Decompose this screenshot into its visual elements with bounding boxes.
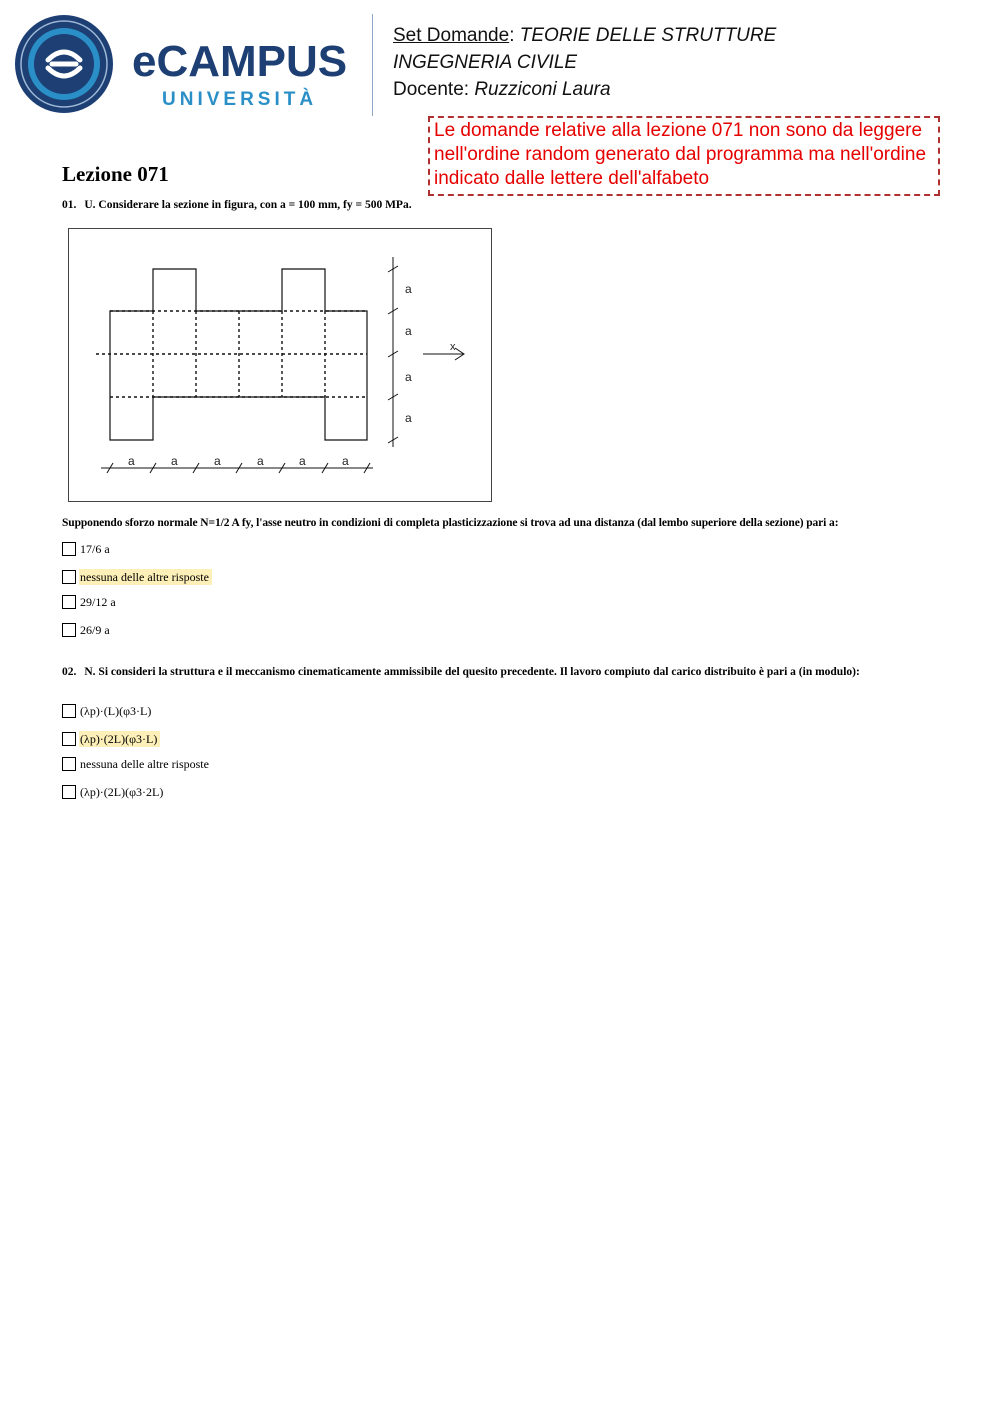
docente-value: Ruzziconi Laura: [474, 79, 611, 100]
bottom-dim-label: a: [171, 454, 178, 468]
question-number: 02.: [62, 666, 77, 678]
horizontal-dimension-line: [101, 463, 373, 473]
answer-label: 29/12 a: [80, 595, 116, 609]
question-text: N. Si consideri la struttura e il meccanismo cinematicamente ammissibile del quesito precedente. Il lavoro compiuto dal carico distribuito è pari a (in modulo):: [84, 666, 860, 678]
checkbox[interactable]: [62, 542, 76, 556]
x-axis-label: x: [450, 341, 456, 353]
bottom-dim-label: a: [299, 454, 306, 468]
answer-option[interactable]: [62, 568, 212, 586]
answer-label: 26/9 a: [80, 623, 110, 637]
bottom-dim-label: a: [342, 454, 349, 468]
checkbox[interactable]: [62, 570, 76, 584]
bottom-dim-label: a: [214, 454, 221, 468]
answer-label: nessuna delle altre risposte: [80, 757, 209, 771]
answer-option[interactable]: [62, 540, 113, 558]
university-seal-icon: [14, 14, 114, 114]
side-dim-label: a: [405, 324, 412, 338]
question-number: 01.: [62, 199, 77, 211]
checkbox[interactable]: [62, 757, 76, 771]
side-dim-label: a: [405, 411, 412, 425]
checkbox[interactable]: [62, 595, 76, 609]
answer-label: (λp)·(2L)(φ3·2L): [80, 785, 164, 799]
checkbox[interactable]: [62, 704, 76, 718]
checkbox[interactable]: [62, 785, 76, 799]
answer-option[interactable]: [62, 755, 212, 773]
checkbox[interactable]: [62, 732, 76, 746]
question-01-prompt: Supponendo sforzo normale N=1/2 A fy, l'asse neutro in condizioni di completa plasticizzazione si trova ad una distanza (dal lembo superiore della sezione) pari a:: [62, 517, 839, 529]
answer-option[interactable]: [62, 702, 154, 720]
answer-label: 17/6 a: [80, 542, 110, 556]
question-text: U. Considerare la sezione in figura, con a = 100 mm, fy = 500 MPa.: [84, 199, 412, 211]
course-name: INGEGNERIA CIVILE: [393, 52, 578, 73]
x-axis-arrow: [423, 348, 464, 360]
set-value: TEORIE DELLE STRUTTURE: [519, 25, 777, 46]
section-grid: [96, 311, 367, 397]
bottom-dim-label: a: [128, 454, 135, 468]
side-dim-label: a: [405, 282, 412, 296]
set-info: [393, 22, 776, 103]
ecampus-logo: [14, 14, 364, 118]
lesson-title: Lezione 071: [62, 162, 169, 186]
cross-section-figure: [68, 228, 492, 502]
set-label: Set Domande: [393, 25, 510, 46]
checkbox[interactable]: [62, 623, 76, 637]
answer-option[interactable]: [62, 621, 113, 639]
header-divider: [372, 14, 373, 116]
bottom-dim-label: a: [257, 454, 264, 468]
answer-label-highlighted: (λp)·(2L)(φ3·L): [79, 731, 160, 747]
order-notice: Le domande relative alla lezione 071 non sono da leggere nell'ordine random generato dal programma ma nell'ordine indicato dalle lettere dell'alfabeto: [428, 116, 940, 196]
side-dim-label: a: [405, 370, 412, 384]
cross-section-diagram: [69, 229, 491, 501]
answer-option[interactable]: [62, 783, 166, 801]
logo-wordmark: eCAMPUS: [132, 37, 348, 86]
set-line: [393, 22, 776, 49]
answer-option[interactable]: [62, 730, 160, 748]
answer-option[interactable]: [62, 593, 119, 611]
set-separator: :: [509, 25, 515, 46]
docente-line: [393, 76, 776, 103]
vertical-dimension-line: [388, 257, 398, 447]
question-02-header: [62, 666, 922, 679]
answer-label: (λp)·(L)(φ3·L): [80, 704, 152, 718]
question-01-header: [62, 199, 412, 212]
logo-subtitle: UNIVERSITÀ: [162, 89, 318, 110]
answer-label-highlighted: nessuna delle altre risposte: [79, 569, 212, 585]
docente-label: Docente:: [393, 79, 470, 100]
